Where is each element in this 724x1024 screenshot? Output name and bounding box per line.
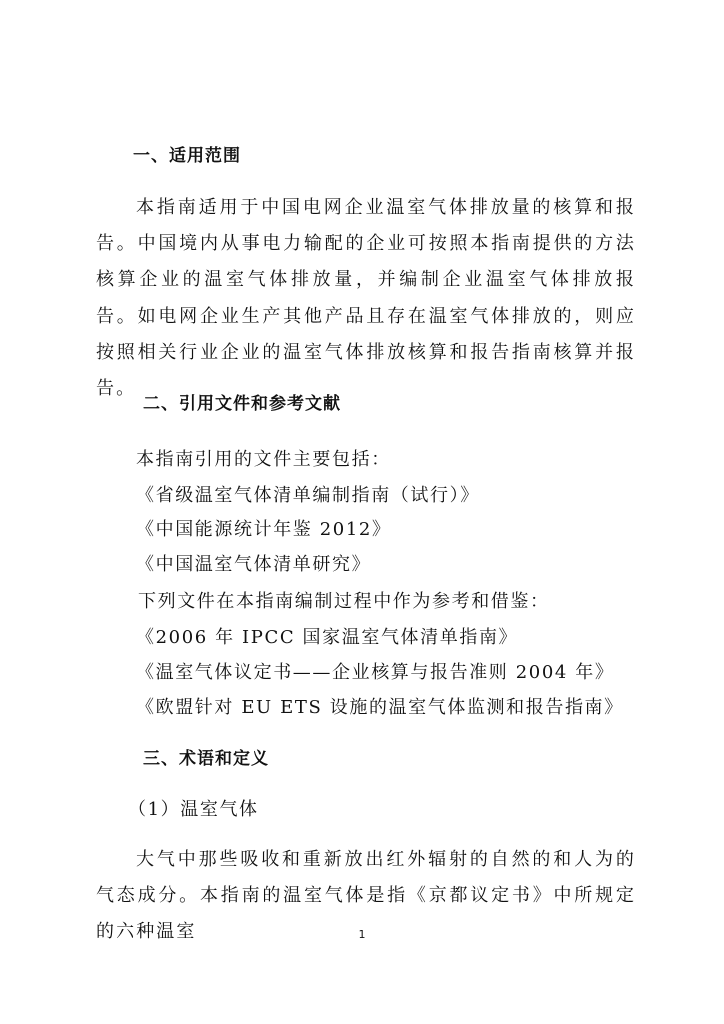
- reference-item: 《欧盟针对 EU ETS 设施的温室气体监测和报告指南》: [136, 697, 624, 718]
- section-heading-scope: 一、适用范围: [133, 146, 241, 166]
- reference-item: 《中国温室气体清单研究》: [136, 554, 372, 575]
- section-heading-terms: 三、术语和定义: [143, 749, 269, 769]
- scope-paragraph: 本指南适用于中国电网企业温室气体排放量的核算和报告。中国境内从事电力输配的企业可按照本指南提供的方法核算企业的温室气体排放量，并编制企业温室气体排放报告。如电网企业生产其他产品且存在温室气体排放的，则应按照相关行业企业的温室气体排放核算和报告指南核算并报告。: [96, 197, 636, 400]
- references-intro: 本指南引用的文件主要包括：: [136, 449, 391, 470]
- references-intro-secondary: 下列文件在本指南编制过程中作为参考和借鉴：: [138, 591, 550, 612]
- page-number: 1: [358, 928, 366, 941]
- reference-item: 《省级温室气体清单编制指南（试行）》: [136, 485, 480, 506]
- reference-item: 《2006 年 IPCC 国家温室气体清单指南》: [136, 627, 519, 648]
- section-heading-references: 二、引用文件和参考文献: [143, 394, 341, 414]
- reference-item: 《温室气体议定书——企业核算与报告准则 2004 年》: [136, 662, 615, 683]
- term-heading-greenhouse-gas: （1）温室气体: [128, 799, 259, 820]
- greenhouse-gas-definition: 大气中那些吸收和重新放出红外辐射的自然的和人为的气态成分。本指南的温室气体是指《京都议定书》中所规定的六种温室: [96, 849, 636, 943]
- reference-item: 《中国能源统计年鉴 2012》: [136, 519, 392, 540]
